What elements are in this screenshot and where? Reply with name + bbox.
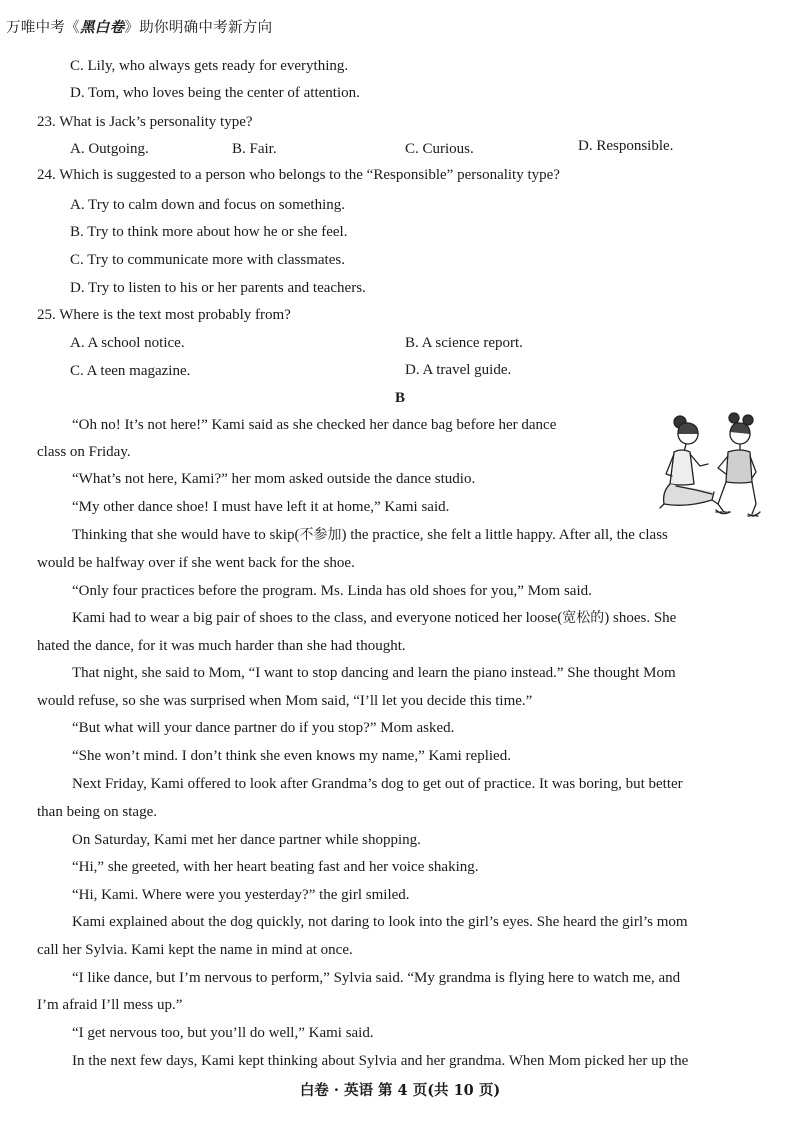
- page-header: [6, 20, 272, 37]
- q23-option-d: D. Responsible.: [578, 138, 674, 154]
- q22-option-c: C. Lily, who always gets ready for everything.: [70, 58, 349, 74]
- passage-p6-gloss: 宽松的: [562, 610, 605, 626]
- passage-p13: “Hi, Kami. Where were you yesterday?” the girl smiled.: [72, 887, 410, 903]
- passage-p3: “My other dance shoe! I must have left it at home,” Kami said.: [72, 499, 450, 515]
- passage-p10-line1: Next Friday, Kami offered to look after Grandma’s dog to get out of practice. It was boring, but better: [72, 776, 683, 792]
- passage-p1-line2: class on Friday.: [37, 444, 131, 460]
- passage-p2: “What’s not here, Kami?” her mom asked outside the dance studio.: [72, 471, 476, 487]
- passage-p16: “I get nervous too, but you’ll do well,” Kami said.: [72, 1025, 374, 1041]
- q23-option-b: B. Fair.: [232, 141, 277, 157]
- q23-option-c: C. Curious.: [405, 141, 474, 157]
- passage-p5: “Only four practices before the program. Ms. Linda has old shoes for you,” Mom said.: [72, 583, 592, 599]
- page-footer: 白卷 · 英语 第 4 页(共 10 页): [299, 1082, 501, 1099]
- passage-p4-line1: [72, 526, 668, 544]
- q25-option-b: B. A science report.: [405, 335, 523, 351]
- passage-p15-line2: I’m afraid I’ll mess up.”: [37, 997, 183, 1013]
- passage-p11: On Saturday, Kami met her dance partner while shopping.: [72, 832, 421, 848]
- passage-p4-gloss: 不参加: [299, 527, 342, 543]
- q23-option-a: A. Outgoing.: [70, 141, 149, 157]
- passage-p12: “Hi,” she greeted, with her heart beating fast and her voice shaking.: [72, 859, 479, 875]
- q25-option-a: A. A school notice.: [70, 335, 185, 351]
- section-b-title: B: [394, 390, 405, 406]
- passage-p6-post: ) shoes. She: [604, 610, 677, 626]
- passage-p14-line1: Kami explained about the dog quickly, not daring to look into the girl’s eyes. She heard the girl’s mom: [72, 914, 688, 930]
- q24-option-d: D. Try to listen to his or her parents and teachers.: [70, 280, 366, 296]
- header-prefix: 万唯中考《: [6, 20, 80, 36]
- passage-p9: “She won’t mind. I don’t think she even knows my name,” Kami replied.: [72, 748, 511, 764]
- passage-p4-post: ) the practice, she felt a little happy. After all, the class: [341, 527, 668, 543]
- q25-option-d: D. A travel guide.: [405, 362, 512, 378]
- header-suffix: 》助你明确中考新方向: [124, 20, 273, 36]
- q24-option-a: A. Try to calm down and focus on something.: [70, 197, 345, 213]
- q23-stem: 23. What is Jack’s personality type?: [37, 114, 253, 130]
- q25-stem: 25. Where is the text most probably from?: [37, 307, 291, 323]
- passage-p17: In the next few days, Kami kept thinking about Sylvia and her grandma. When Mom picked her up the: [72, 1053, 689, 1069]
- header-brand: 黑白卷: [80, 20, 125, 36]
- passage-p7-line1: That night, she said to Mom, “I want to stop dancing and learn the piano instead.” She thought Mom: [72, 665, 676, 681]
- q25-option-c: C. A teen magazine.: [70, 363, 191, 379]
- passage-p14-line2: call her Sylvia. Kami kept the name in mind at once.: [37, 942, 353, 958]
- q24-stem: 24. Which is suggested to a person who belongs to the “Responsible” personality type?: [37, 167, 560, 183]
- passage-p4-line2: would be halfway over if she went back for the shoe.: [37, 555, 355, 571]
- q22-option-d: D. Tom, who loves being the center of attention.: [70, 85, 360, 101]
- passage-p8: “But what will your dance partner do if you stop?” Mom asked.: [72, 720, 455, 736]
- q24-option-b: B. Try to think more about how he or she feel.: [70, 224, 348, 240]
- q24-option-c: C. Try to communicate more with classmates.: [70, 252, 345, 268]
- passage-p15-line1: “I like dance, but I’m nervous to perform,” Sylvia said. “My grandma is flying here to watch me, and: [72, 970, 681, 986]
- passage-p4-pre: Thinking that she would have to skip(: [72, 527, 300, 543]
- passage-p1-line1: “Oh no! It’s not here!” Kami said as she checked her dance bag before her dance: [72, 417, 557, 433]
- two-girls-sitting-illustration: [656, 412, 768, 524]
- passage-p6-pre: Kami had to wear a big pair of shoes to the class, and everyone noticed her loose(: [72, 610, 563, 626]
- passage-p6-line1: [72, 609, 676, 627]
- passage-p6-line2: hated the dance, for it was much harder than she had thought.: [37, 638, 406, 654]
- passage-p10-line2: than being on stage.: [37, 804, 157, 820]
- passage-p7-line2: would refuse, so she was surprised when Mom said, “I’ll let you decide this time.”: [37, 693, 533, 709]
